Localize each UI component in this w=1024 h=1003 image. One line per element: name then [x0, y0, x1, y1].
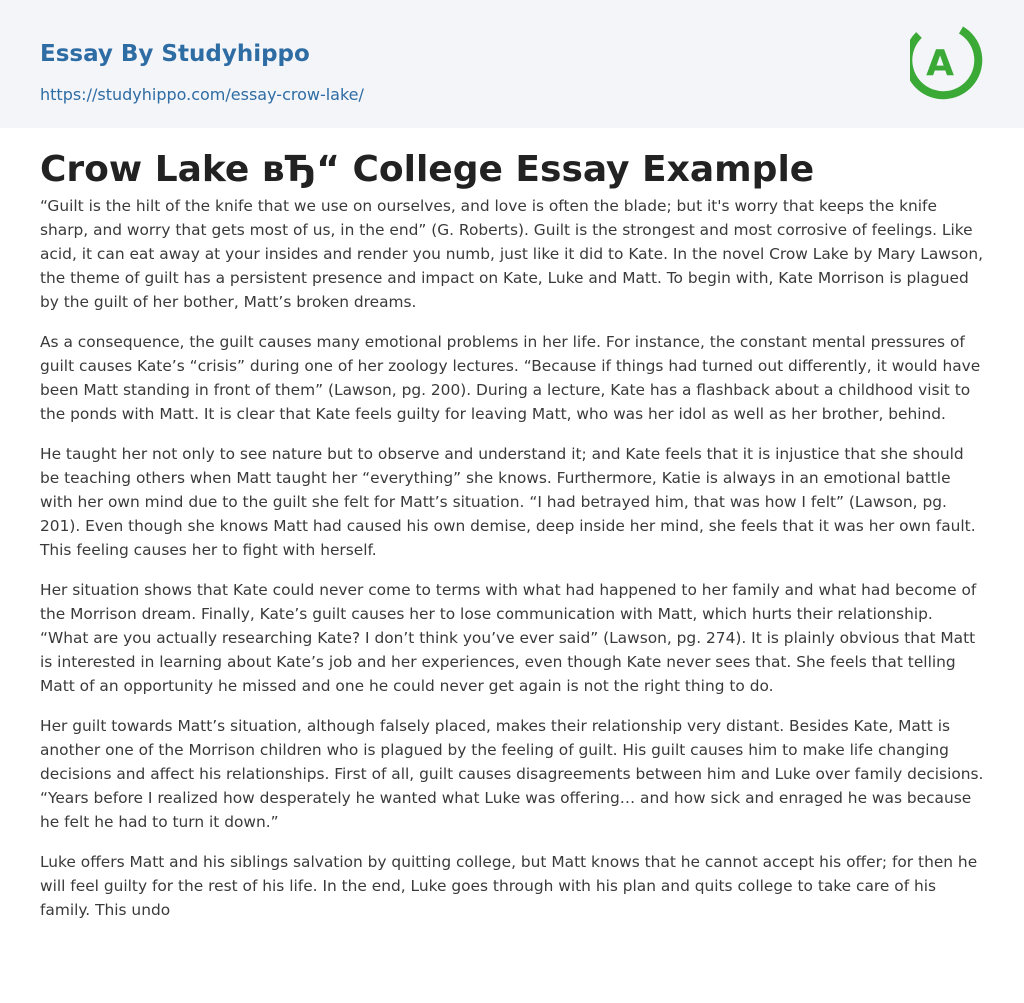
- brand-name[interactable]: Essay By Studyhippo: [40, 41, 310, 67]
- logo-letter: A: [926, 43, 954, 84]
- essay-paragraph: Her situation shows that Kate could never come to terms with what had happened to her family and what had become of the Morrison dream. Finally, Kate’s guilt causes her to lose communication with Matt, which hurts their relationship. “What are you actually researching Kate? I don’t think you’ve ever said” (Lawson, pg. 274). It is plainly obvious that Matt is interested in learning about Kate’s job and her experiences, even though Kate never sees that. She feels that telling Matt of an opportunity he missed and one he could never get again is not the right thing to do.: [40, 581, 977, 695]
- essay-paragraph: As a consequence, the guilt causes many emotional problems in her life. For instance, the constant mental pressures of guilt causes Kate’s “crisis” during one of her zoology lectures. “Because if things had turned out differently, it would have been Matt standing in front of them” (Lawson, pg. 200). During a lecture, Kate has a flashback about a childhood visit to the ponds with Matt. It is clear that Kate feels guilty for leaving Matt, who was her idol as well as her brother, behind.: [40, 333, 981, 423]
- page-title: Crow Lake вЂ“ College Essay Example: [40, 149, 815, 190]
- essay-body: [40, 194, 986, 938]
- essay-paragraph: “Guilt is the hilt of the knife that we use on ourselves, and love is often the blade; but it's worry that keeps the knife sharp, and worry that gets most of us, in the end” (G. Roberts). Guilt is the strongest and most corrosive of feelings. Like acid, it can eat away at your insides and render you numb, just like it did to Kate. In the novel Crow Lake by Mary Lawson, the theme of guilt has a persistent presence and impact on Kate, Luke and Matt. To begin with, Kate Morrison is plagued by the guilt of her bother, Matt’s broken dreams.: [40, 197, 983, 311]
- essay-paragraph: Her guilt towards Matt’s situation, although falsely placed, makes their relationship very distant. Besides Kate, Matt is another one of the Morrison children who is plagued by the feeling of guilt. His guilt causes him to make life changing decisions and affect his relationships. First of all, guilt causes disagreements between him and Luke over family decisions. “Years before I realized how desperately he wanted what Luke was offering… and how sick and enraged he was because he felt he had to turn it down.”: [40, 717, 984, 831]
- studyhippo-logo-icon[interactable]: [910, 19, 986, 105]
- source-url-link[interactable]: https://studyhippo.com/essay-crow-lake/: [40, 85, 364, 104]
- essay-paragraph: He taught her not only to see nature but to observe and understand it; and Kate feels that it is injustice that she should be teaching others when Matt taught her “everything” she knows. Furthermore, Katie is always in an emotional battle with her own mind due to the guilt she felt for Matt’s situation. “I had betrayed him, that was how I felt” (Lawson, pg. 201). Even though she knows Matt had caused his own demise, deep inside her mind, she feels that it was her own fault. This feeling causes her to fight with herself.: [40, 445, 976, 559]
- essay-paragraph: Luke offers Matt and his siblings salvation by quitting college, but Matt knows that he cannot accept his offer; for then he will feel guilty for the rest of his life. In the end, Luke goes through with his plan and quits college to take care of his family. This undo: [40, 853, 978, 919]
